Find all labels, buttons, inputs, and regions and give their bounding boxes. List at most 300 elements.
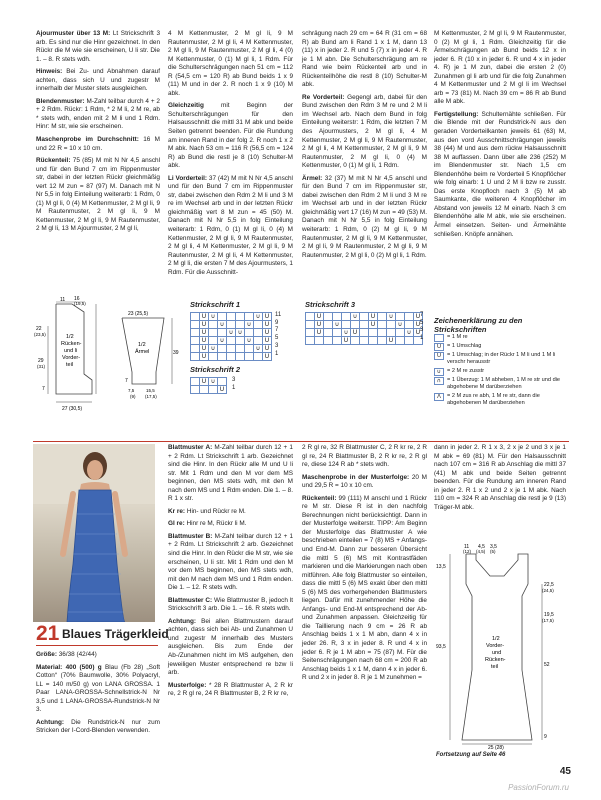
grid-cell: U	[315, 321, 324, 329]
grid-cell	[306, 313, 315, 321]
grid-row-number: 9	[275, 319, 279, 326]
paragraph-text: * 28 R Blattmuster A, 2 R kr re, 2 R gl re, 24 R Blattmuster B, 2 R kr re,	[168, 681, 293, 698]
schematic-label: 3,5	[490, 544, 497, 550]
schematic-label: Rücken-	[485, 657, 506, 663]
grid-cell	[360, 321, 369, 329]
paragraph-text: M Kettenmuster, 2 M gl li, 9 M Rautenmuster, 0 (2) M gl li, 1 Rdm. Gleichzeitig für die Ärmelschrägungen ab Bund beids 12 x in jeder 6. R (10 x in jeder 6. R und 4 x in jeder 4. R) je 1 M zun, dabei die ersten 2 (0) Zunahmen gl li arb und für die folg Zunahmen 4 M Kettenmuster und 2 M gl li im Wechsel arb = 73 (81) M. Nach 39 cm = 86 R ab Bund alle M abk.	[434, 30, 566, 106]
paragraph-heading: Achtung:	[36, 718, 65, 726]
paragraph-heading: Gl re:	[168, 520, 185, 528]
grid3-title: Strickschrift 3	[305, 300, 356, 309]
grid-row-number: 5	[420, 319, 424, 326]
grid-cell	[209, 321, 218, 329]
paragraph	[168, 597, 293, 614]
grid-cell: ∪	[351, 313, 360, 321]
schematic-label: 1/2	[66, 334, 74, 340]
paragraph-heading: Blattmuster A:	[168, 444, 213, 451]
schematic-label: 1/2	[138, 342, 146, 348]
continuation-note: Fortsetzung auf Seite 46	[436, 752, 506, 758]
schematic-label: (9)	[130, 394, 136, 399]
schematic-label: 19,5	[544, 612, 554, 618]
grid-cell	[227, 353, 236, 361]
grid-cell	[191, 386, 200, 394]
grid-cell: U	[414, 329, 423, 337]
grid-cell	[218, 313, 227, 321]
schematic-label: (31)	[37, 364, 46, 369]
grid-row-number: 7	[275, 327, 279, 334]
legend-text: = 1 Umschlag	[447, 343, 482, 349]
paragraph-text: Wie Blattmuster B, jedoch lt Strickschrift 3 arb. Die 1. – 16. R stets wdh.	[168, 596, 293, 613]
paragraph	[434, 444, 566, 512]
grid-cell: U	[200, 378, 209, 386]
paragraph	[302, 30, 427, 90]
grid-cell	[236, 313, 245, 321]
schematic-label: Vorder-	[486, 643, 505, 649]
grid-cell	[369, 329, 378, 337]
grid-cell: U	[200, 353, 209, 361]
paragraph-heading: Gleichzeitig	[168, 102, 204, 110]
paragraph	[434, 111, 566, 239]
grid-cell: ∪	[209, 345, 218, 353]
grid-cell	[236, 345, 245, 353]
grid-row-number: 1	[232, 384, 236, 391]
paragraph-text: Schulternähte schließen. Für die Blende mit der Rundstrick-N aus den geraden Vorderteilkanten jeweils 61 (63) M, aus den vord Ausschnittschrägungen jeweils 38 (44) M und aus dem rückw Halsausschnitt 38 M auffassen. Dann über alle 236 (252) M im Blendenmuster str. Nach 1,5 cm Blendenhöhe beim re Vorderteil 5 Knopflöcher wie folg einarb: 1 U und 2 M li bzw re zusstr. Das erste Knopfloch nach 3 (5) M ab Saumkante, die weiteren 4 Knopflöcher im Abstand von jeweils 12 M einarb. Nach 3 cm Blendenhöhe alle M abk, wie sie erscheinen. Ärmel einsetzen. Seiten- und Ärmelnähte schließen. Knöpfe annähen.	[434, 110, 566, 238]
grid-cell	[324, 329, 333, 337]
legend-item	[434, 343, 569, 351]
paragraph	[168, 533, 293, 593]
grid-cell: U	[200, 313, 209, 321]
paragraph-text: Blau (Fb 28) „Soft Cotton“ (70% Baumwolle, 30% Polyacryl, LL = 140 m/50 g) von LANA GROSSA. 1 Paar LANA-GROSSA-Schnellstrick-N Nr 3,5 und 1 LANA-GROSSA-Rundstrick-N Nr 3.	[36, 663, 161, 714]
grid-cell	[360, 313, 369, 321]
text-column-1-bottom	[36, 651, 160, 740]
grid-row	[191, 386, 227, 394]
section-divider	[33, 441, 569, 442]
grid-row	[191, 345, 272, 353]
paragraph-heading: Re Vorderteil:	[302, 93, 345, 101]
paragraph-text: M-Zahl teilbar durch 12 + 1 + 2 Rdm. Lt Strickschrift 1 arb. Gezeichnet sind die Hinr. In den Rückr alle M und U li str. Mit 1 Rdm und den M vor dem MS beginnen, den MS stets wdh, mit den M nach dem MS und 1 Rdm enden. Die 1. – 8. R 1 x str.	[168, 444, 293, 503]
grid-row-number: 1	[275, 350, 279, 357]
text-column-3-top	[302, 30, 427, 264]
paragraph-text: 37 (42) M mit N Nr 4,5 anschl und für den Bund 7 cm im Rippenmuster str, dabei zwischen den Rdm 2 M li und 3 M re im Wechsel arb und in der letzten Rückr gleichmäßig vert 8 M zun = 45 (50) M. Danach mit N Nr 5,5 in folg Einteilung weiterarb: 1 Rdm, 0 (1) M gl li, 0 (4) M Kettenmuster, 2 M gl li, 9 M Rautenmuster, 2 M gl li, 4 M Kettenmuster, 2 M gl li, 9 M Rautenmuster, 2 M gl li, 4 M Kettenmuster, 2 M gl li, die ersten 7 M des Ajourmusters, 1 Rdm. Für die Ausschnitt-	[168, 174, 293, 276]
grid-cell: U	[218, 386, 227, 394]
paragraph-heading: Blendenmuster:	[36, 97, 85, 105]
grid-cell	[315, 337, 324, 345]
grid-cell: U	[200, 329, 209, 337]
grid-cell	[351, 321, 360, 329]
grid-cell	[333, 313, 342, 321]
paragraph-text: M-Zahl teilbar durch 12 + 1 + 2 Rdm. Lt Strickschrift 2 arb. Gezeichnet sind die Hinr. In den Rückr die M str, wie sie erscheinen, U li str. Mit 1 Rdm und den M vor dem MS beginnen, den MS stets wdh, mit den M nach dem MS und 1 Rdm enden. Die 1. – 12. R stets wdh.	[168, 532, 294, 592]
grid-row-number: 3	[275, 342, 279, 349]
paragraph-heading: Maschenprobe im Durchschnitt:	[36, 136, 139, 144]
paragraph-heading: Fertigstellung:	[434, 110, 479, 118]
grid-cell: U	[263, 345, 272, 353]
legend-symbol: ∩	[434, 377, 444, 385]
paragraph	[302, 444, 427, 470]
paragraph-text: 99 (111) M anschl und 1 Rückr re M str. Diese R ist in den nachfolg Berechnungen nicht berücksichtigt. Dann in der Musterfolge weiterstr. TIPP: Am Beginn der Musterfolge das Blattmuster A wie beschrieben einteilen = 7 (8) MS + Anfangs- und End-M. Dann zur besseren Übersicht die mittl 5 (6) MS mit Kontrastfäden markieren und die Markierungen nach oben mitführen. Alle folg Blattmuster so einteilen, dass die mittl 5 (6) MS exakt über den mittl 5 (6) MS des vorhergehenden Blattmusters liegen. Dafür mit zunehmender Höhe die Anfangs- und End-M entsprechend der Ab- und Zunahmen anpassen. Gleichzeitig für die Taillierung nach 9 cm = 26 R ab Anschlag beids 1 x 1 M abn, dann 4 x in jeder 26. R, 3 x in jeder 8. R und 4 x in jeder 6. R je 1 M abn = 75 (87) M. Für die Seitenschrägungen nach 68 cm = 200 R ab Anschlag beids 1 x 1 M, dann 4 x in jeder 6. R und 2 x in jeder 8. R je 1 M zunehmen =	[302, 494, 427, 682]
paragraph-text: Gegengl arb, dabei für den Bund zwischen den Rdm 3 M re und 2 M li im Wechsel arb. Nach dem Bund in folg Einteilung weiterstr: 1 Rdm, die letzten 7 M des Ajourmusters, 2 M gl li, 4 M Kettenmuster, 2 M gl li, 9 M Rautenmuster, 2 M gl li, 4 M Kettenmuster, 2 M gl li, 9 M Rautenmuster, 2 M gl li, 0 (4) M Kettenmuster, 0 (1) M gl li, 1 Rdm.	[302, 93, 427, 170]
schematic-label: 7	[42, 386, 45, 392]
grid-cell	[236, 353, 245, 361]
paragraph-heading: Material: 400 (500) g	[36, 663, 102, 671]
paragraph-text: Bei Zu- und Abnahmen darauf achten, dass sich U und zugestr M innerhalb der Muster stets ausgleichen.	[36, 68, 160, 93]
legend-symbol: Λ	[434, 393, 444, 401]
grid-cell	[378, 313, 387, 321]
grid-cell: U	[263, 321, 272, 329]
grid-cell	[378, 321, 387, 329]
text-column-2-top	[168, 30, 293, 281]
grid-cell	[396, 329, 405, 337]
paragraph	[302, 94, 427, 171]
grid-cell: U	[414, 313, 423, 321]
grid-cell	[191, 378, 200, 386]
paragraph	[168, 30, 293, 98]
grid-cell: U	[263, 337, 272, 345]
grid-cell	[218, 345, 227, 353]
schematic-label: 11	[464, 544, 470, 550]
grid-cell	[378, 329, 387, 337]
grid-cell	[324, 313, 333, 321]
paragraph-text: mit Beginn der Schulterschrägungen für den Halsausschnitt die mittl 31 M abk und beide Seiten getrennt beenden. Für die Rundung am inneren Rand in der folg 2. R noch 1 x 2 M abk. Nach 53 cm = 116 R (56,5 cm = 124 R) ab Bund die restl je 8 (10) Schulter-M abk.	[168, 102, 293, 170]
grid1-title: Strickschrift 1	[190, 300, 241, 309]
grid-row	[191, 329, 272, 337]
grid-cell	[254, 337, 263, 345]
paragraph-text: schrägung nach 29 cm = 64 R (31 cm = 68 R) ab Bund am li Rand 1 x 1 M, dann 13 (11) x in jeder 2. R und 5 (7) x in jeder 4. R je 1 M abn. Die Schulterschrägung am re Rand wie beim Rückenteil arb und in Rückenteilhöhe die restl 8 (10) Schulter-M abk.	[302, 30, 427, 89]
grid-cell	[191, 321, 200, 329]
schematic-label: 23 (25,5)	[128, 311, 149, 317]
grid-row	[306, 337, 423, 345]
grid-cell	[254, 329, 263, 337]
grid-cell: ∪	[342, 329, 351, 337]
title-underline	[36, 645, 158, 646]
schematic-label: 16	[74, 296, 80, 302]
grid-cell: ∪	[387, 313, 396, 321]
symbol-legend	[434, 316, 569, 408]
paragraph-heading: Maschenprobe in der Musterfolge:	[302, 473, 410, 481]
grid-cell	[378, 337, 387, 345]
schematic-label: 39	[173, 350, 179, 356]
grid-cell	[306, 321, 315, 329]
schematic-label: 9	[544, 734, 547, 740]
schematic-label: (23,5)	[34, 332, 46, 337]
grid-cell	[360, 337, 369, 345]
grid-cell: U	[200, 345, 209, 353]
paragraph	[168, 520, 293, 529]
grid-row-number: 5	[275, 335, 279, 342]
grid-row-number: 1	[420, 335, 424, 342]
grid-cell: U	[315, 313, 324, 321]
grid-cell: ∪	[405, 329, 414, 337]
paragraph	[36, 136, 160, 153]
grid-cell	[387, 321, 396, 329]
grid-cell	[306, 337, 315, 345]
grid-cell	[254, 353, 263, 361]
grid-cell	[387, 329, 396, 337]
paragraph-heading: Li Vorderteil:	[168, 174, 208, 182]
grid-cell	[324, 337, 333, 345]
grid-cell	[191, 353, 200, 361]
grid-cell: ∪	[218, 321, 227, 329]
paragraph	[36, 719, 160, 736]
grid-cell	[209, 353, 218, 361]
grid2-row-numbers	[232, 377, 235, 392]
grid-cell: ∪	[254, 345, 263, 353]
legend-item	[434, 334, 569, 342]
grid-row	[191, 321, 272, 329]
grid-cell	[245, 329, 254, 337]
grid-cell	[396, 337, 405, 345]
paragraph-text: Lt Strickschrift 3 arb. Es sind nur die Hinr gezeichnet. In den Rückr die M wie sie erscheinen, U li str. Die 1. – 8. R stets wdh.	[36, 30, 160, 63]
grid3-row-numbers	[420, 312, 423, 343]
grid-cell	[191, 313, 200, 321]
schematic-label: 15,5	[146, 388, 155, 393]
grid-cell: U	[200, 337, 209, 345]
paragraph	[36, 157, 160, 234]
paragraph-text: 20 M und 29,5 R = 10 x 10 cm.	[302, 473, 427, 490]
paragraph	[36, 664, 160, 715]
paragraph	[168, 175, 293, 278]
grid1-row-numbers	[275, 312, 281, 358]
grid-cell: ∪	[236, 329, 245, 337]
grid-cell	[324, 321, 333, 329]
grid-row	[191, 313, 272, 321]
grid-cell	[236, 337, 245, 345]
legend-text: = 1 Umschlag; in der Rückr 1 M li und 1 M li verschr herausstr	[447, 352, 556, 366]
grid-cell	[218, 329, 227, 337]
paragraph-heading: Ajourmuster über 13 M:	[36, 30, 111, 37]
schematic-label: (17,5)	[542, 618, 554, 623]
schematic-label: (19,5)	[74, 301, 86, 306]
schematic-label: Ärmel	[135, 349, 150, 355]
legend-symbol: U	[434, 352, 444, 360]
schematic-label: 11	[60, 297, 66, 303]
legend-symbol: ∪	[434, 368, 444, 376]
paragraph-heading: Ärmel:	[302, 174, 323, 182]
legend-text: = 1 Überzug: 1 M abheben, 1 M re str und die abgehobene M darüberziehen	[447, 376, 561, 391]
grid-cell	[200, 386, 209, 394]
schematic-label: und li	[64, 348, 78, 354]
schematic-label: 22	[36, 326, 42, 332]
text-column-4-bottom	[434, 444, 566, 516]
grid-cell: U	[263, 313, 272, 321]
legend-item	[434, 368, 569, 376]
grid-row	[306, 321, 423, 329]
grid-cell	[227, 321, 236, 329]
grid-cell: U	[369, 313, 378, 321]
text-column-2-bottom	[168, 444, 293, 703]
legend-text: = 2 M re zusstr	[447, 367, 485, 374]
paragraph	[168, 508, 293, 517]
schematic-label: 27 (30,5)	[62, 406, 83, 412]
schematic-label: 22,5	[544, 582, 554, 588]
legend-item	[434, 393, 569, 408]
schematic-label: (4,5)	[476, 549, 486, 554]
legend-item	[434, 352, 569, 367]
model-number: 21	[36, 622, 60, 645]
grid-cell: U	[369, 321, 378, 329]
paragraph-text: M-Zahl teilbar durch 4 + 2 + 2 Rdm. Rückr: 1 Rdm, * 2 M li, 2 M re, ab * stets wdh, enden mit 2 M li und 1 Rdm. Hinr: M str, wie sie erscheinen.	[36, 97, 160, 131]
text-column-3-bottom	[302, 444, 427, 687]
grid-cell	[360, 329, 369, 337]
grid-cell: U	[351, 329, 360, 337]
grid-row	[191, 353, 272, 361]
paragraph-heading: Musterfolge:	[168, 681, 207, 689]
grid-cell: ∪	[396, 321, 405, 329]
model-photo	[33, 444, 155, 622]
grid-cell	[342, 321, 351, 329]
schematic-back-front	[34, 296, 110, 414]
paragraph	[168, 682, 293, 699]
legend-item	[434, 377, 569, 392]
grid-cell	[209, 386, 218, 394]
schematic-label: 29	[38, 358, 44, 364]
paragraph-text: 2 R gl re, 32 R Blattmuster C, 2 R kr re, 2 R gl re, 24 R Blattmuster B, 2 R kr re, 2 R gl re, diese 124 R ab * stets wdh.	[302, 444, 427, 469]
grid-cell: U	[387, 337, 396, 345]
grid-cell: ∪	[209, 313, 218, 321]
paragraph-text: 36/38 (42/44)	[56, 651, 97, 658]
model-title: Blaues Trägerkleid	[62, 627, 169, 641]
grid-cell: U	[200, 321, 209, 329]
grid-cell	[306, 329, 315, 337]
knitting-chart-3	[305, 312, 423, 345]
legend-symbol	[434, 334, 444, 342]
schematic-label: 1/2	[492, 636, 500, 642]
page-number: 45	[559, 766, 571, 777]
grid-row	[191, 337, 272, 345]
grid-cell	[245, 313, 254, 321]
grid-row-number: 7	[420, 312, 424, 318]
grid-cell: ∪	[245, 337, 254, 345]
grid-cell: ∪	[209, 378, 218, 386]
grid-cell: U	[263, 353, 272, 361]
legend-text: = 2 M zus re abh, 1 M re str, dann die abgehobenen M darüberziehen	[447, 392, 540, 407]
paragraph-text: Die Rundstrick-N nur zum Stricken der I-Cord-Blenden verwenden.	[36, 718, 160, 735]
grid-cell	[254, 321, 263, 329]
grid-row	[306, 329, 423, 337]
paragraph-text: Hinr re M, Rückr li M.	[184, 520, 247, 528]
schematic-label: 25 (28)	[488, 745, 504, 750]
schematic-label: 13,5	[436, 564, 446, 570]
grid-row	[191, 378, 227, 386]
grid-cell: ∪	[227, 329, 236, 337]
grid-cell: ∪	[254, 313, 263, 321]
paragraph	[168, 102, 293, 170]
paragraph-text: 32 (37) M mit N Nr 4,5 anschl und für den Bund 7 cm im Rippenmuster str, dabei zwischen den Rdm 2 M li und 3 M re im Wechsel arb und in der letzten Rückr gleichmäßig vert 17 (16) M zun = 49 (53) M. Danach mit N Nr 5,5 in folg Einteilung weiterarb: 1 Rdm, 0 (2) M gl li, 9 M Rautenmuster, 2 M gl li, 9 M Kettenmuster, 2 M gl li, 9 M Rautenmuster, 2 M gl li, 9 M Rautenmuster, 2 M gl li, 0 (2) M gl li, 1 Rdm.	[302, 174, 427, 259]
schematic-label: (12)	[463, 549, 472, 554]
paragraph-text: 75 (85) M mit N Nr 4,5 anschl und für den Bund 7 cm im Rippenmuster str, dabei in der letzten Rückr gleichmäßig vert 12 M zun = 87 (97) M. Danach mit N Nr 5,5 in folg Einteilung weiterarb: 1 Rdm, 0 (1) M gl li, 0 (4) M Kettenmuster, 2 M gl li, 9 M Rautenmuster, 2 M gl li, 9 M Kettenmuster, 2 M gl li, 9 M Rautenmuster, 2 M gl li, 13 M Ajourmuster, 2 M gl li,	[36, 157, 160, 233]
paragraph	[36, 651, 160, 660]
paragraph	[168, 444, 293, 504]
paragraph-heading: Hinweis:	[36, 68, 63, 76]
grid-cell	[218, 378, 227, 386]
grid-cell: U	[263, 329, 272, 337]
paragraph	[168, 618, 293, 678]
grid-cell	[191, 337, 200, 345]
knitting-chart-2	[190, 377, 227, 394]
legend-heading: Zeichenerklärung zu den Strickschriften	[434, 316, 523, 334]
text-column-1-top	[36, 30, 160, 238]
grid-cell	[191, 345, 200, 353]
schematic-sleeve	[112, 306, 182, 406]
paragraph	[36, 30, 160, 64]
paragraph-text: 16 M und 22 R = 10 x 10 cm.	[36, 136, 160, 152]
grid-cell: ∪	[245, 321, 254, 329]
watermark-site: PassionForum.ru	[508, 783, 569, 792]
grid-cell	[405, 321, 414, 329]
paragraph-heading: Größe:	[36, 651, 57, 658]
schematic-label: (5)	[490, 549, 496, 554]
schematic-label: Rücken-	[61, 341, 82, 347]
grid-cell	[227, 345, 236, 353]
grid-cell	[333, 337, 342, 345]
grid-cell	[236, 321, 245, 329]
grid-row	[306, 313, 423, 321]
schematic-label: 7,5	[128, 388, 135, 393]
grid2-title: Strickschrift 2	[190, 365, 241, 374]
paragraph-heading: Kr re:	[168, 507, 186, 515]
legend-text: = 1 M re	[447, 334, 468, 340]
paragraph-heading: Rückenteil:	[36, 157, 71, 165]
grid-cell	[369, 337, 378, 345]
grid-cell: U	[315, 329, 324, 337]
schematic-label: Vorder-	[62, 355, 81, 361]
grid-cell: ∪	[333, 321, 342, 329]
grid-cell	[342, 313, 351, 321]
knitting-chart-1	[190, 312, 272, 361]
grid-cell: ∪	[218, 337, 227, 345]
grid-cell	[351, 337, 360, 345]
schematic-label: und	[492, 650, 502, 656]
paragraph	[302, 175, 427, 260]
legend-symbol: U	[434, 343, 444, 351]
grid-row-number: 3	[232, 377, 236, 383]
grid-cell: U	[414, 321, 423, 329]
paragraph-heading: Blattmuster B:	[168, 532, 213, 540]
paragraph	[434, 30, 566, 107]
grid-cell	[396, 313, 405, 321]
grid-cell	[191, 329, 200, 337]
grid-row-number: 11	[275, 312, 282, 318]
grid-cell	[209, 337, 218, 345]
paragraph-text: Bei allen Blattmustern darauf achten, dass sich bei Ab- und Zunahmen U und zugestr M innerhalb des Musters ausgleichen. Bis zum Ende der Ab-/Zunahmen nicht im MS aufgehen, den jeweiligen Muster entsprechend re bzw li arb.	[168, 617, 293, 677]
text-column-4-top	[434, 30, 566, 243]
schematic-label: 7	[125, 378, 128, 384]
schematic-label: teil	[491, 664, 499, 670]
grid-cell	[405, 337, 414, 345]
paragraph	[36, 68, 160, 94]
grid-cell: U	[342, 337, 351, 345]
grid-cell	[227, 313, 236, 321]
grid-cell	[405, 313, 414, 321]
grid-row-number: 3	[420, 327, 424, 334]
schematic-label: 4,5	[478, 544, 485, 550]
schematic-label: (24,5)	[542, 588, 554, 593]
paragraph-heading: Achtung:	[168, 617, 197, 625]
schematic-label: teil	[66, 362, 74, 368]
grid-cell	[209, 329, 218, 337]
grid-cell	[333, 329, 342, 337]
paragraph-heading: Rückenteil:	[302, 494, 337, 502]
schematic-label: (17,5)	[145, 394, 157, 399]
paragraph-text: 4 M Kettenmuster, 2 M gl li, 9 M Rautenmuster, 2 M gl li, 4 M Kettenmuster, 2 M gl li, 9 M Rautenmuster, 2 M gl li, 4 (0) M Kettenmuster, 0 (1) M gl li, 1 Rdm. Für die Schulterschrägungen nach 51 cm = 112 R (54,5 cm = 120 R) ab Bund beids 1 x 9 (11) M und in der 2. R noch 1 x 9 (10) M abk.	[168, 30, 293, 97]
paragraph-text: Hin- und Rückr re M.	[185, 507, 246, 515]
paragraph	[302, 474, 427, 491]
grid-cell	[245, 345, 254, 353]
paragraph-text: dann in jeder 2. R 1 x 3, 2 x je 2 und 3 x je 1 M abk = 69 (81) M. Für den Halsausschnitt nach 107 cm = 316 R ab Anschlag die mittl 37 (41) M abk und beide Seiten getrennt beenden. Für die Rundung am inneren Rand in jeder 2. R 1 x 2 und 2 x je 1 M abk. Nach 110 cm = 324 R ab Anschlag die restl je 9 (13) Träger-M abk.	[434, 444, 566, 511]
paragraph	[302, 495, 427, 683]
grid-cell	[245, 353, 254, 361]
grid-cell	[227, 337, 236, 345]
schematic-dress	[436, 540, 568, 750]
schematic-label: 93,5	[436, 644, 446, 650]
